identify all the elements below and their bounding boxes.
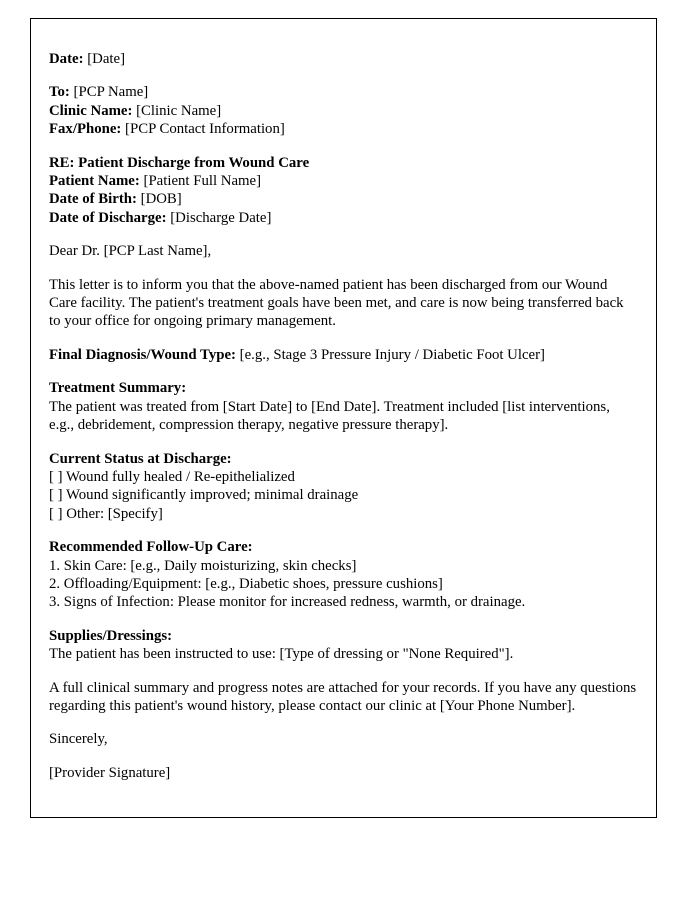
- clinic-line: [49, 102, 638, 120]
- patient-name-label: Patient Name:: [49, 173, 140, 190]
- diagnosis-label: Final Diagnosis/Wound Type:: [49, 346, 236, 363]
- to-label: To:: [49, 84, 70, 101]
- re-line: RE: Patient Discharge from Wound Care: [49, 154, 310, 171]
- followup-care-section: [49, 538, 638, 612]
- to-value: [PCP Name]: [69, 84, 149, 101]
- dob-label: Date of Birth:: [49, 191, 137, 208]
- intro-paragraph: This letter is to inform you that the above-named patient has been discharged from our Wound Care facility. The patient's treatment goals have been met, and care is now being transferred back to your office for ongoing primary management.: [49, 276, 624, 330]
- salutation: Dear Dr. [PCP Last Name],: [49, 243, 212, 260]
- date-label: Date:: [49, 51, 84, 67]
- supplies-heading: Supplies/Dressings:: [49, 627, 173, 644]
- signoff: Sincerely,: [49, 731, 108, 748]
- status-option-other: [ ] Other: [Specify]: [49, 505, 163, 522]
- diagnosis-value: [e.g., Stage 3 Pressure Injury / Diabetic Foot Ulcer]: [235, 346, 545, 363]
- treatment-summary-heading: Treatment Summary:: [49, 380, 187, 397]
- re-block: [49, 154, 638, 228]
- discharge-date-value: [Discharge Date]: [166, 209, 272, 226]
- fax-value: [PCP Contact Information]: [121, 121, 285, 138]
- status-option-improved: [ ] Wound significantly improved; minimal drainage: [49, 487, 359, 504]
- followup-item-infection: 3. Signs of Infection: Please monitor for increased redness, warmth, or drainage.: [49, 594, 526, 611]
- discharge-date-label: Date of Discharge:: [49, 209, 167, 226]
- followup-item-skin-care: 1. Skin Care: [e.g., Daily moisturizing, skin checks]: [49, 557, 357, 574]
- followup-care-heading: Recommended Follow-Up Care:: [49, 539, 253, 556]
- supplies-body: The patient has been instructed to use: [Type of dressing or "None Required"].: [49, 646, 514, 663]
- clinic-value: [Clinic Name]: [132, 102, 222, 119]
- fax-label: Fax/Phone:: [49, 121, 122, 138]
- treatment-summary-section: [49, 379, 638, 434]
- dob-value: [DOB]: [136, 191, 182, 208]
- date-value: [Date]: [83, 51, 126, 67]
- date-line: [49, 50, 638, 68]
- provider-signature: [Provider Signature]: [49, 764, 171, 781]
- fax-line: [49, 120, 638, 138]
- recipient-block: [49, 83, 638, 138]
- patient-name-line: [49, 172, 638, 190]
- dob-line: [49, 190, 638, 208]
- to-line: [49, 83, 638, 101]
- clinic-label: Clinic Name:: [49, 102, 133, 119]
- treatment-summary-body: The patient was treated from [Start Date] to [End Date]. Treatment included [list interventions, e.g., debridement, compression therapy, negative pressure therapy].: [49, 398, 610, 434]
- letter-page: [30, 18, 657, 818]
- current-status-heading: Current Status at Discharge:: [49, 450, 232, 467]
- closing-paragraph: A full clinical summary and progress notes are attached for your records. If you have any questions regarding this patient's wound history, please contact our clinic at [Your Phone Number].: [49, 679, 637, 714]
- diagnosis-line: [49, 346, 638, 364]
- followup-item-offloading: 2. Offloading/Equipment: [e.g., Diabetic shoes, pressure cushions]: [49, 575, 443, 592]
- patient-name-value: [Patient Full Name]: [139, 173, 262, 190]
- discharge-date-line: [49, 209, 638, 227]
- supplies-section: [49, 627, 638, 664]
- current-status-section: [49, 450, 638, 524]
- status-option-healed: [ ] Wound fully healed / Re-epithelialized: [49, 468, 295, 485]
